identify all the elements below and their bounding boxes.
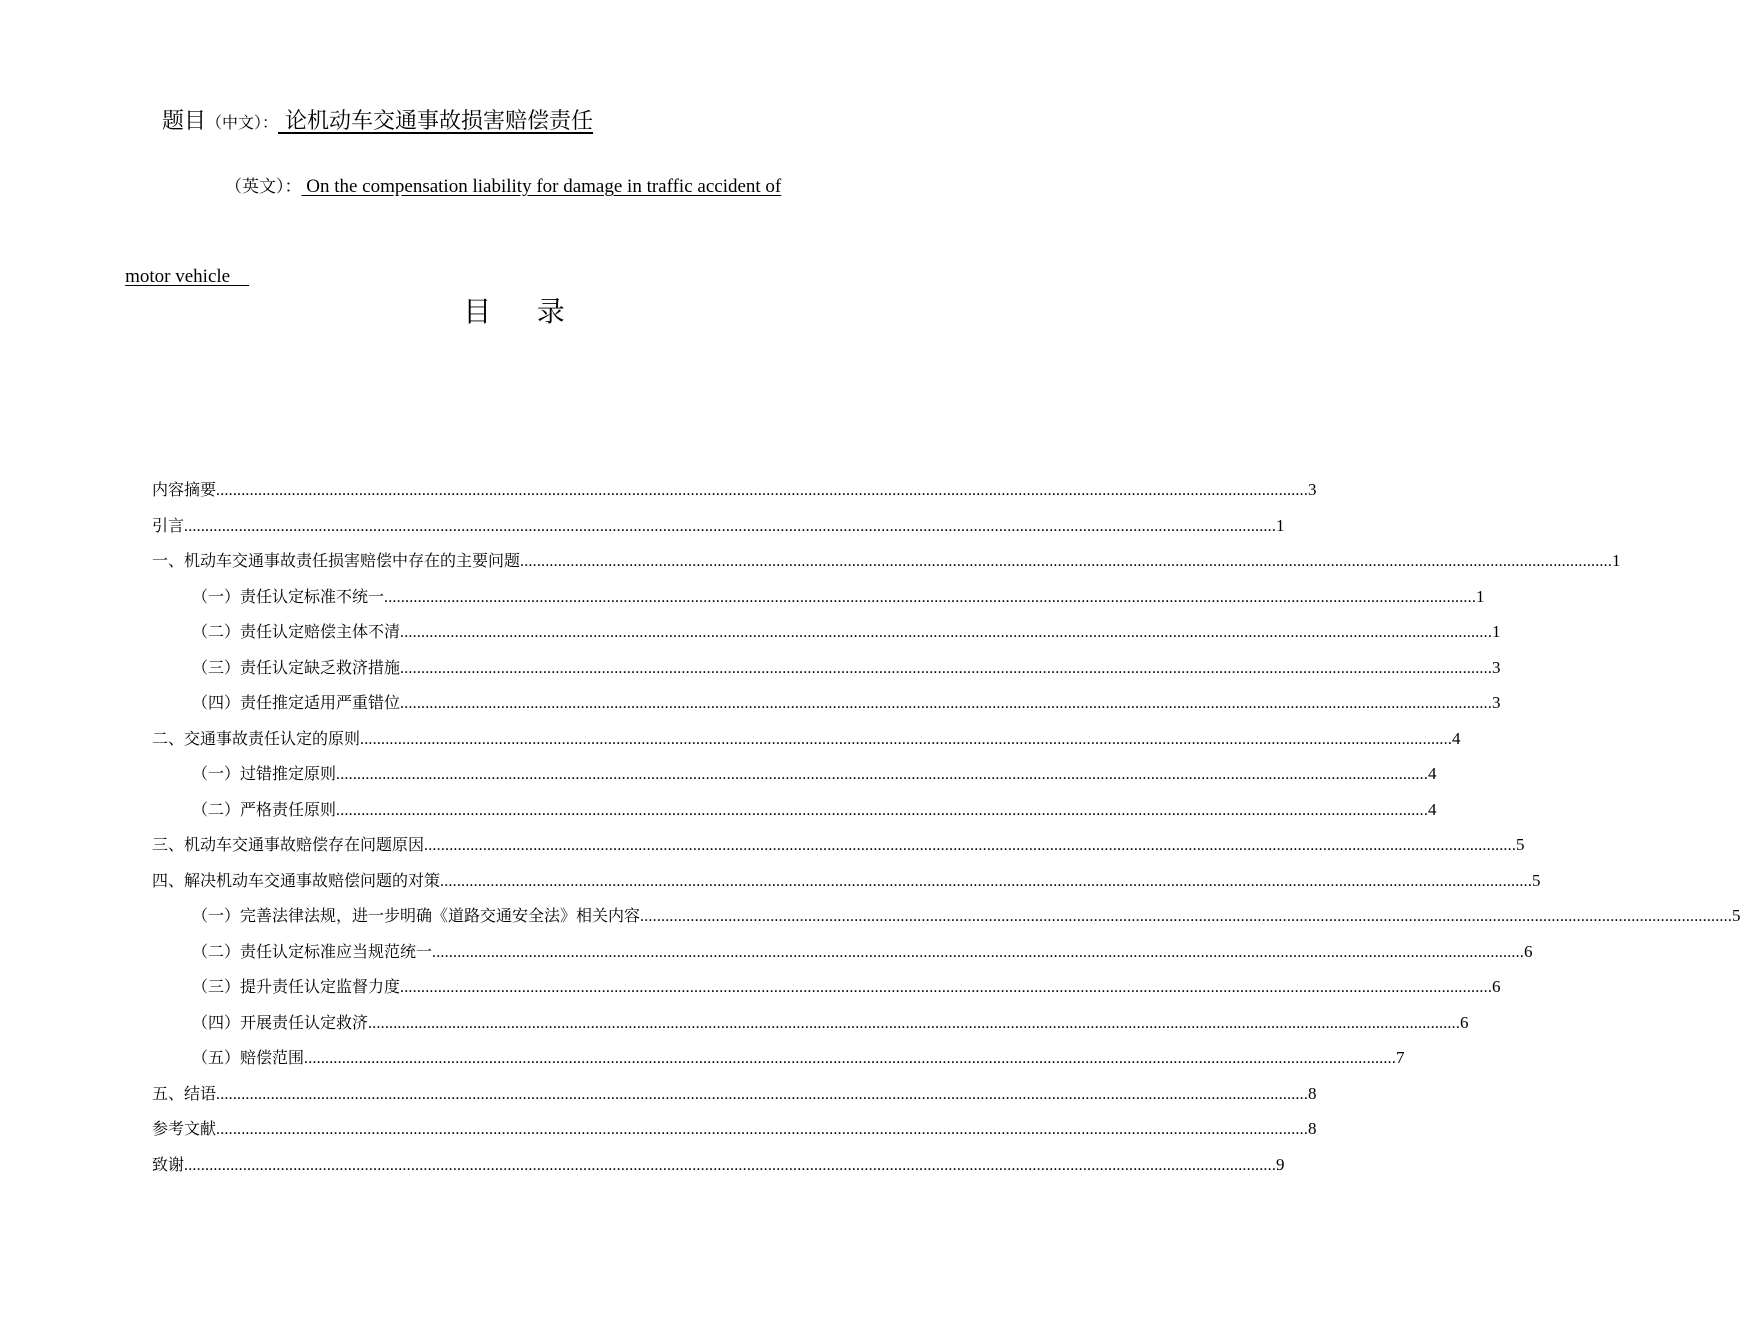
toc-entry[interactable] — [152, 1040, 1405, 1076]
toc-entry-title: （三）责任认定缺乏救济措施 — [192, 657, 401, 677]
toc-entry[interactable] — [152, 579, 1485, 615]
toc-entry-page: 3 — [1492, 693, 1501, 712]
toc-entry-page: 1 — [1476, 586, 1485, 606]
toc-entry[interactable] — [152, 1076, 1317, 1112]
toc-entry-page: 8 — [1308, 1083, 1317, 1103]
toc-leader-dots: .................................................................................................................................................................................................................................................................... — [520, 553, 1613, 570]
toc-heading: 目 录 — [463, 295, 567, 328]
toc-entry-title: 致谢 — [152, 1154, 185, 1174]
toc-entry-title: 引言 — [152, 515, 185, 535]
toc-entry[interactable] — [152, 969, 1501, 1005]
title-english-value-line1: On the compensation liability for damage in traffic accident of — [301, 176, 782, 197]
toc-entry-page: 3 — [1308, 480, 1317, 499]
toc-entry-title: （一）完善法律法规，进一步明确《道路交通安全法》相关内容 — [192, 906, 641, 925]
title-chinese-label: （中文）： — [206, 113, 279, 132]
toc-entry-title: （四）开展责任认定救济 — [192, 1012, 369, 1032]
toc-leader-dots: .................................................................................................................................................................................................................................................................... — [440, 872, 1533, 890]
toc-leader-dots: .................................................................................................................................................................................................................................................................... — [400, 979, 1493, 996]
toc-entry[interactable] — [152, 614, 1501, 650]
toc-entry-page: 5 — [1516, 835, 1525, 854]
toc-entry-page: 1 — [1612, 551, 1621, 570]
toc-entry-page: 6 — [1492, 977, 1501, 996]
toc-entry[interactable] — [152, 792, 1437, 828]
toc-entry-page: 4 — [1428, 764, 1437, 783]
toc-entry-title: 三、机动车交通事故赔偿存在问题原因 — [152, 835, 425, 854]
toc-entry-title: （一）责任认定标准不统一 — [192, 586, 385, 606]
toc-leader-dots: .................................................................................................................................................................................................................................................................... — [400, 695, 1493, 712]
toc-entry-page: 7 — [1396, 1048, 1405, 1067]
toc-entry-page: 4 — [1428, 799, 1437, 819]
toc-entry[interactable] — [152, 756, 1437, 792]
toc-entry-page: 9 — [1276, 1154, 1285, 1174]
toc-leader-dots: .................................................................................................................................................................................................................................................................... — [424, 837, 1517, 854]
toc-entry-page: 8 — [1308, 1119, 1317, 1138]
toc-leader-dots: .................................................................................................................................................................................................................................................................... — [216, 1121, 1309, 1138]
toc-entry-title: 一、机动车交通事故责任损害赔偿中存在的主要问题 — [152, 551, 521, 570]
toc-entry-title: （四）责任推定适用严重错位 — [192, 693, 401, 712]
toc-entry-title: 二、交通事故责任认定的原则 — [152, 728, 361, 748]
toc-entry-page: 3 — [1492, 657, 1501, 677]
toc-leader-dots: .................................................................................................................................................................................................................................................................... — [336, 766, 1429, 783]
title-chinese-value: 论机动车交通事故损害赔偿责任 — [278, 109, 594, 134]
toc-entry[interactable] — [152, 685, 1501, 721]
toc-entry-title: （二）责任认定赔偿主体不清 — [192, 622, 401, 641]
title-english-label: （英文）： — [225, 177, 302, 197]
toc-entry[interactable] — [152, 827, 1525, 863]
toc-entry[interactable] — [152, 1005, 1469, 1041]
toc-leader-dots: .................................................................................................................................................................................................................................................................... — [336, 801, 1429, 819]
title-english-value-line2: motor vehicle — [125, 266, 250, 287]
toc-entry-page: 4 — [1452, 728, 1461, 748]
toc-leader-dots: .................................................................................................................................................................................................................................................................... — [184, 517, 1277, 535]
toc-entry[interactable] — [152, 1111, 1317, 1147]
toc-entry[interactable] — [152, 898, 1741, 934]
toc-leader-dots: .................................................................................................................................................................................................................................................................... — [216, 1085, 1309, 1103]
toc-entry-page: 5 — [1732, 906, 1741, 925]
toc-leader-dots: .................................................................................................................................................................................................................................................................... — [304, 1050, 1397, 1067]
toc-entry[interactable] — [152, 721, 1461, 757]
toc-entry-page: 1 — [1492, 622, 1501, 641]
toc-entry-page: 6 — [1524, 941, 1533, 961]
toc-entry-title: （三）提升责任认定监督力度 — [192, 977, 401, 996]
toc-entry-page: 6 — [1460, 1012, 1469, 1032]
toc-leader-dots: .................................................................................................................................................................................................................................................................... — [384, 588, 1477, 606]
table-of-contents — [152, 472, 1741, 1182]
toc-leader-dots: .................................................................................................................................................................................................................................................................... — [400, 624, 1493, 641]
toc-entry-title: 参考文献 — [152, 1119, 217, 1138]
toc-entry[interactable] — [152, 934, 1533, 970]
toc-entry-page: 1 — [1276, 515, 1285, 535]
toc-entry-title: （五）赔偿范围 — [192, 1048, 305, 1067]
toc-leader-dots: .................................................................................................................................................................................................................................................................... — [432, 943, 1525, 961]
toc-entry[interactable] — [152, 543, 1621, 579]
toc-leader-dots: .................................................................................................................................................................................................................................................................... — [400, 659, 1493, 677]
toc-entry[interactable] — [152, 650, 1501, 686]
toc-entry-title: 内容摘要 — [152, 480, 217, 499]
toc-entry-title: 五、结语 — [152, 1083, 217, 1103]
title-chinese — [162, 106, 593, 139]
toc-entry[interactable] — [152, 508, 1285, 544]
toc-entry-page: 5 — [1532, 870, 1541, 890]
toc-entry-title: 四、解决机动车交通事故赔偿问题的对策 — [152, 870, 441, 890]
title-english-continued — [113, 234, 249, 291]
toc-leader-dots: .................................................................................................................................................................................................................................................................... — [640, 908, 1733, 925]
toc-leader-dots: .................................................................................................................................................................................................................................................................... — [216, 482, 1309, 499]
toc-leader-dots: .................................................................................................................................................................................................................................................................... — [360, 730, 1453, 748]
toc-entry[interactable] — [152, 1147, 1285, 1183]
title-english — [225, 172, 781, 201]
toc-entry-title: （二）严格责任原则 — [192, 799, 337, 819]
toc-entry[interactable] — [152, 863, 1541, 899]
toc-entry-title: （一）过错推定原则 — [192, 764, 337, 783]
toc-leader-dots: .................................................................................................................................................................................................................................................................... — [368, 1014, 1461, 1032]
toc-entry-title: （二）责任认定标准应当规范统一 — [192, 941, 433, 961]
title-label: 题目 — [162, 109, 207, 134]
toc-leader-dots: .................................................................................................................................................................................................................................................................... — [184, 1156, 1277, 1174]
toc-entry[interactable] — [152, 472, 1317, 508]
